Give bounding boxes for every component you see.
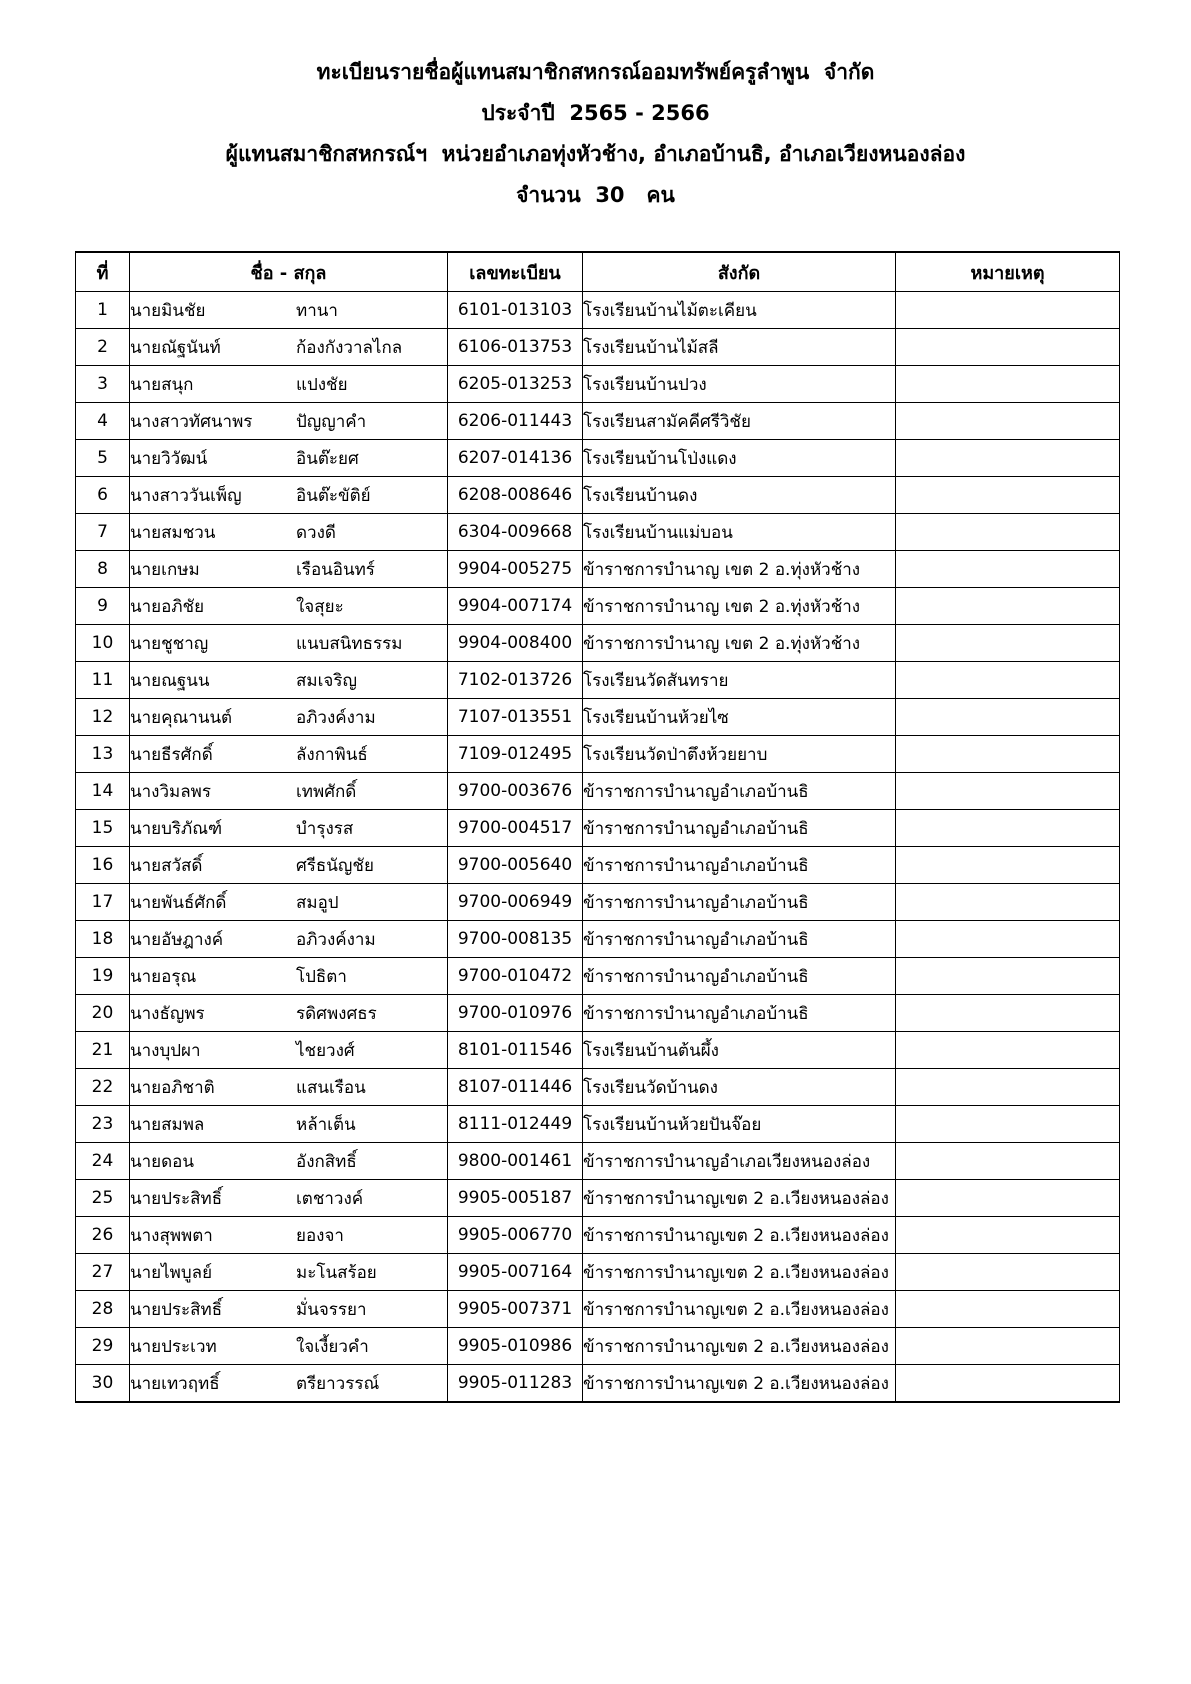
member-last-name: แนบสนิทธรรม: [296, 633, 403, 654]
member-last-name: มะโนสร้อย: [296, 1262, 377, 1283]
affiliation: โรงเรียนบ้านไม้สลี: [583, 329, 896, 366]
member-name: [130, 588, 448, 625]
registration-number: 9904-007174: [448, 588, 583, 625]
table-row: [76, 1032, 1120, 1069]
affiliation: โรงเรียนวัดสันทราย: [583, 662, 896, 699]
row-number: 24: [76, 1143, 130, 1180]
member-first-name: นายอภิชัย: [130, 596, 205, 617]
member-name: [130, 625, 448, 662]
member-name: [130, 1217, 448, 1254]
member-first-name: นายมินชัย: [130, 300, 206, 321]
row-number: 11: [76, 662, 130, 699]
document-header: [0, 52, 1191, 216]
registration-number: 6106-013753: [448, 329, 583, 366]
affiliation: ข้าราชการบำนาญอำเภอเวียงหนองล่อง: [583, 1143, 896, 1180]
member-first-name: นางวิมลพร: [130, 781, 211, 802]
affiliation: โรงเรียนบ้านปวง: [583, 366, 896, 403]
column-header-name: ชื่อ - สกุล: [130, 252, 448, 292]
member-last-name: ศรีธนัญชัย: [296, 855, 374, 876]
table-body: [76, 292, 1120, 1403]
table-row: [76, 1328, 1120, 1365]
row-number: 10: [76, 625, 130, 662]
member-last-name: อินต๊ะยศ: [296, 448, 359, 469]
registration-number: 9905-005187: [448, 1180, 583, 1217]
registration-number: 9700-004517: [448, 810, 583, 847]
remark: [896, 329, 1120, 366]
row-number: 13: [76, 736, 130, 773]
remark: [896, 1069, 1120, 1106]
member-name: [130, 1328, 448, 1365]
member-first-name: นางสาววันเพ็ญ: [130, 485, 242, 506]
registration-number: 9905-006770: [448, 1217, 583, 1254]
member-last-name: ลังกาพินธ์: [296, 744, 368, 765]
affiliation: ข้าราชการบำนาญอำเภอบ้านธิ: [583, 995, 896, 1032]
remark: [896, 1291, 1120, 1328]
remark: [896, 736, 1120, 773]
member-last-name: ก้องกังวาลไกล: [296, 337, 403, 358]
member-first-name: นายเกษม: [130, 559, 200, 580]
member-name: [130, 1106, 448, 1143]
member-name: [130, 699, 448, 736]
table-row: [76, 736, 1120, 773]
representative-table: [75, 251, 1120, 1403]
member-name: [130, 366, 448, 403]
remark: [896, 1143, 1120, 1180]
row-number: 7: [76, 514, 130, 551]
affiliation: ข้าราชการบำนาญ เขต 2 อ.ทุ่งหัวช้าง: [583, 625, 896, 662]
remark: [896, 588, 1120, 625]
row-number: 15: [76, 810, 130, 847]
registration-number: 8101-011546: [448, 1032, 583, 1069]
remark: [896, 810, 1120, 847]
affiliation: ข้าราชการบำนาญเขต 2 อ.เวียงหนองล่อง: [583, 1217, 896, 1254]
row-number: 9: [76, 588, 130, 625]
member-last-name: แสนเรือน: [296, 1077, 366, 1098]
member-last-name: หล้าเต็น: [296, 1114, 356, 1135]
table-row: [76, 440, 1120, 477]
table-row: [76, 366, 1120, 403]
member-first-name: นายพันธ์ศักดิ์: [130, 892, 227, 913]
row-number: 25: [76, 1180, 130, 1217]
member-first-name: นายบริภัณฑ์: [130, 818, 223, 839]
remark: [896, 514, 1120, 551]
remark: [896, 1365, 1120, 1403]
member-name: [130, 847, 448, 884]
registration-number: 6206-011443: [448, 403, 583, 440]
row-number: 2: [76, 329, 130, 366]
row-number: 4: [76, 403, 130, 440]
member-name: [130, 884, 448, 921]
member-first-name: นางสาวทัศนาพร: [130, 411, 253, 432]
table-row: [76, 1106, 1120, 1143]
affiliation: โรงเรียนวัดป่าตึงห้วยยาบ: [583, 736, 896, 773]
column-header-no: ที่: [76, 252, 130, 292]
member-name: [130, 329, 448, 366]
table-row: [76, 477, 1120, 514]
registration-number: 9905-007164: [448, 1254, 583, 1291]
member-name: [130, 662, 448, 699]
affiliation: ข้าราชการบำนาญอำเภอบ้านธิ: [583, 958, 896, 995]
row-number: 19: [76, 958, 130, 995]
remark: [896, 1217, 1120, 1254]
row-number: 1: [76, 292, 130, 329]
member-name: [130, 292, 448, 329]
table-row: [76, 329, 1120, 366]
table-row: [76, 1143, 1120, 1180]
column-header-note: หมายเหตุ: [896, 252, 1120, 292]
member-last-name: ทานา: [296, 300, 338, 321]
registration-number: 7109-012495: [448, 736, 583, 773]
affiliation: ข้าราชการบำนาญเขต 2 อ.เวียงหนองล่อง: [583, 1254, 896, 1291]
affiliation: ข้าราชการบำนาญเขต 2 อ.เวียงหนองล่อง: [583, 1365, 896, 1403]
column-header-affiliation: สังกัด: [583, 252, 896, 292]
fiscal-year: ประจำปี 2565 - 2566: [481, 101, 710, 125]
remark: [896, 1032, 1120, 1069]
table-row: [76, 551, 1120, 588]
member-last-name: ไชยวงศ์: [296, 1040, 355, 1061]
member-last-name: มั่นจรรยา: [296, 1299, 367, 1320]
table-row: [76, 921, 1120, 958]
table-row: [76, 514, 1120, 551]
member-last-name: โปธิตา: [296, 966, 347, 987]
table-row: [76, 884, 1120, 921]
registration-number: 9800-001461: [448, 1143, 583, 1180]
member-first-name: นายประเวท: [130, 1336, 217, 1357]
remark: [896, 1106, 1120, 1143]
registration-number: 9700-008135: [448, 921, 583, 958]
registration-number: 9905-011283: [448, 1365, 583, 1403]
member-last-name: อังกสิทธิ์: [296, 1151, 357, 1172]
remark: [896, 884, 1120, 921]
member-first-name: นายเทวฤทธิ์: [130, 1373, 220, 1394]
member-first-name: นายธีรศักดิ์: [130, 744, 213, 765]
affiliation: ข้าราชการบำนาญ เขต 2 อ.ทุ่งหัวช้าง: [583, 588, 896, 625]
member-first-name: นางบุปผา: [130, 1040, 201, 1061]
member-last-name: ใจสุยะ: [296, 596, 344, 617]
member-name: [130, 551, 448, 588]
member-last-name: เรือนอินทร์: [296, 559, 375, 580]
affiliation: โรงเรียนสามัคคีศรีวิชัย: [583, 403, 896, 440]
remark: [896, 995, 1120, 1032]
remark: [896, 847, 1120, 884]
member-last-name: ยองจา: [296, 1225, 344, 1246]
affiliation: ข้าราชการบำนาญอำเภอบ้านธิ: [583, 884, 896, 921]
table-row: [76, 699, 1120, 736]
table-row: [76, 1365, 1120, 1403]
member-name: [130, 773, 448, 810]
affiliation: โรงเรียนบ้านโป่งแดง: [583, 440, 896, 477]
member-last-name: รดิศพงศธร: [296, 1003, 377, 1024]
registration-number: 9700-010472: [448, 958, 583, 995]
member-first-name: นายสมชวน: [130, 522, 216, 543]
remark: [896, 625, 1120, 662]
member-first-name: นางสุพพตา: [130, 1225, 213, 1246]
remark: [896, 921, 1120, 958]
member-name: [130, 1032, 448, 1069]
row-number: 29: [76, 1328, 130, 1365]
registration-number: 6208-008646: [448, 477, 583, 514]
member-first-name: นายอัษฎางค์: [130, 929, 224, 950]
registration-number: 9905-007371: [448, 1291, 583, 1328]
registration-number: 6207-014136: [448, 440, 583, 477]
row-number: 6: [76, 477, 130, 514]
member-name: [130, 514, 448, 551]
table-row: [76, 625, 1120, 662]
member-name: [130, 921, 448, 958]
row-number: 22: [76, 1069, 130, 1106]
member-first-name: นายไพบูลย์: [130, 1262, 213, 1283]
member-last-name: แปงชัย: [296, 374, 348, 395]
member-first-name: นายชูชาญ: [130, 633, 209, 654]
member-last-name: ปัญญาคำ: [296, 411, 367, 432]
member-name: [130, 440, 448, 477]
table-header-row: [76, 252, 1120, 292]
remark: [896, 440, 1120, 477]
member-last-name: เตชาวงค์: [296, 1188, 364, 1209]
remark: [896, 773, 1120, 810]
member-last-name: อภิวงค์งาม: [296, 707, 376, 728]
table-row: [76, 995, 1120, 1032]
member-last-name: เทพศักดิ์: [296, 781, 357, 802]
affiliation: ข้าราชการบำนาญอำเภอบ้านธิ: [583, 773, 896, 810]
member-last-name: สมเจริญ: [296, 670, 357, 691]
member-count: จำนวน 30 คน: [516, 183, 675, 207]
member-first-name: นายสนุก: [130, 374, 194, 395]
affiliation: ข้าราชการบำนาญอำเภอบ้านธิ: [583, 921, 896, 958]
member-first-name: นายคุณานนต์: [130, 707, 233, 728]
table-row: [76, 403, 1120, 440]
registration-number: 9904-008400: [448, 625, 583, 662]
member-last-name: บำรุงรส: [296, 818, 354, 839]
row-number: 27: [76, 1254, 130, 1291]
table-row: [76, 958, 1120, 995]
affiliation: โรงเรียนบ้านไม้ตะเคียน: [583, 292, 896, 329]
affiliation: ข้าราชการบำนาญอำเภอบ้านธิ: [583, 847, 896, 884]
row-number: 26: [76, 1217, 130, 1254]
member-last-name: ใจเงี้ยวคำ: [296, 1336, 369, 1357]
table-row: [76, 1180, 1120, 1217]
remark: [896, 477, 1120, 514]
registration-number: 9905-010986: [448, 1328, 583, 1365]
member-first-name: นายดอน: [130, 1151, 194, 1172]
registration-number: 9700-006949: [448, 884, 583, 921]
member-name: [130, 1143, 448, 1180]
table-row: [76, 1254, 1120, 1291]
member-first-name: นายอภิชาติ: [130, 1077, 215, 1098]
row-number: 28: [76, 1291, 130, 1328]
row-number: 21: [76, 1032, 130, 1069]
registration-number: 8107-011446: [448, 1069, 583, 1106]
remark: [896, 958, 1120, 995]
row-number: 5: [76, 440, 130, 477]
member-name: [130, 995, 448, 1032]
row-number: 16: [76, 847, 130, 884]
member-first-name: นายวิวัฒน์: [130, 448, 208, 469]
member-name: [130, 1365, 448, 1403]
row-number: 3: [76, 366, 130, 403]
remark: [896, 1180, 1120, 1217]
member-last-name: ตรียาวรรณ์: [296, 1373, 380, 1394]
member-name: [130, 1180, 448, 1217]
column-header-reg: เลขทะเบียน: [448, 252, 583, 292]
member-first-name: นายสมพล: [130, 1114, 205, 1135]
table-row: [76, 292, 1120, 329]
member-name: [130, 958, 448, 995]
member-first-name: นายประสิทธิ์: [130, 1299, 223, 1320]
member-first-name: นางธัญพร: [130, 1003, 205, 1024]
table-row: [76, 1291, 1120, 1328]
table-row: [76, 847, 1120, 884]
remark: [896, 551, 1120, 588]
table-row: [76, 1217, 1120, 1254]
remark: [896, 366, 1120, 403]
row-number: 8: [76, 551, 130, 588]
affiliation: ข้าราชการบำนาญ เขต 2 อ.ทุ่งหัวช้าง: [583, 551, 896, 588]
remark: [896, 292, 1120, 329]
member-name: [130, 810, 448, 847]
affiliation: โรงเรียนบ้านห้วยปันจ๊อย: [583, 1106, 896, 1143]
registration-number: 9700-010976: [448, 995, 583, 1032]
registration-number: 9904-005275: [448, 551, 583, 588]
registration-number: 7102-013726: [448, 662, 583, 699]
affiliation: โรงเรียนบ้านห้วยไซ: [583, 699, 896, 736]
registration-number: 9700-003676: [448, 773, 583, 810]
member-name: [130, 1291, 448, 1328]
member-last-name: อินต๊ะขัติย์: [296, 485, 371, 506]
table-row: [76, 773, 1120, 810]
table-row: [76, 810, 1120, 847]
document-title: ทะเบียนรายชื่อผู้แทนสมาชิกสหกรณ์ออมทรัพย์ครูลำพูน จำกัด: [316, 60, 875, 84]
row-number: 14: [76, 773, 130, 810]
member-first-name: นายณฐนน: [130, 670, 210, 691]
member-last-name: สมอูป: [296, 892, 339, 913]
registration-number: 8111-012449: [448, 1106, 583, 1143]
row-number: 18: [76, 921, 130, 958]
remark: [896, 1254, 1120, 1291]
member-name: [130, 477, 448, 514]
table-row: [76, 1069, 1120, 1106]
member-first-name: นายณัฐนันท์: [130, 337, 221, 358]
member-last-name: ดวงดี: [296, 522, 336, 543]
table-row: [76, 662, 1120, 699]
affiliation: ข้าราชการบำนาญเขต 2 อ.เวียงหนองล่อง: [583, 1180, 896, 1217]
affiliation: ข้าราชการบำนาญเขต 2 อ.เวียงหนองล่อง: [583, 1328, 896, 1365]
affiliation: โรงเรียนบ้านแม่บอน: [583, 514, 896, 551]
remark: [896, 699, 1120, 736]
registration-number: 6304-009668: [448, 514, 583, 551]
row-number: 23: [76, 1106, 130, 1143]
affiliation: ข้าราชการบำนาญเขต 2 อ.เวียงหนองล่อง: [583, 1291, 896, 1328]
member-last-name: อภิวงค์งาม: [296, 929, 376, 950]
row-number: 20: [76, 995, 130, 1032]
table-row: [76, 588, 1120, 625]
registration-number: 6205-013253: [448, 366, 583, 403]
member-name: [130, 1254, 448, 1291]
member-name: [130, 1069, 448, 1106]
row-number: 30: [76, 1365, 130, 1403]
affiliation: โรงเรียนวัดบ้านดง: [583, 1069, 896, 1106]
affiliation: โรงเรียนบ้านต้นผึ้ง: [583, 1032, 896, 1069]
registration-number: 7107-013551: [448, 699, 583, 736]
member-name: [130, 736, 448, 773]
remark: [896, 403, 1120, 440]
remark: [896, 1328, 1120, 1365]
registration-number: 6101-013103: [448, 292, 583, 329]
member-first-name: นายประสิทธิ์: [130, 1188, 223, 1209]
member-first-name: นายอรุณ: [130, 966, 197, 987]
registration-number: 9700-005640: [448, 847, 583, 884]
affiliation: ข้าราชการบำนาญอำเภอบ้านธิ: [583, 810, 896, 847]
affiliation: โรงเรียนบ้านดง: [583, 477, 896, 514]
representative-unit: ผู้แทนสมาชิกสหกรณ์ฯ หน่วยอำเภอทุ่งหัวช้าง, อำเภอบ้านธิ, อำเภอเวียงหนองล่อง: [225, 142, 966, 166]
member-name: [130, 403, 448, 440]
row-number: 12: [76, 699, 130, 736]
remark: [896, 662, 1120, 699]
row-number: 17: [76, 884, 130, 921]
member-first-name: นายสวัสดิ์: [130, 855, 203, 876]
